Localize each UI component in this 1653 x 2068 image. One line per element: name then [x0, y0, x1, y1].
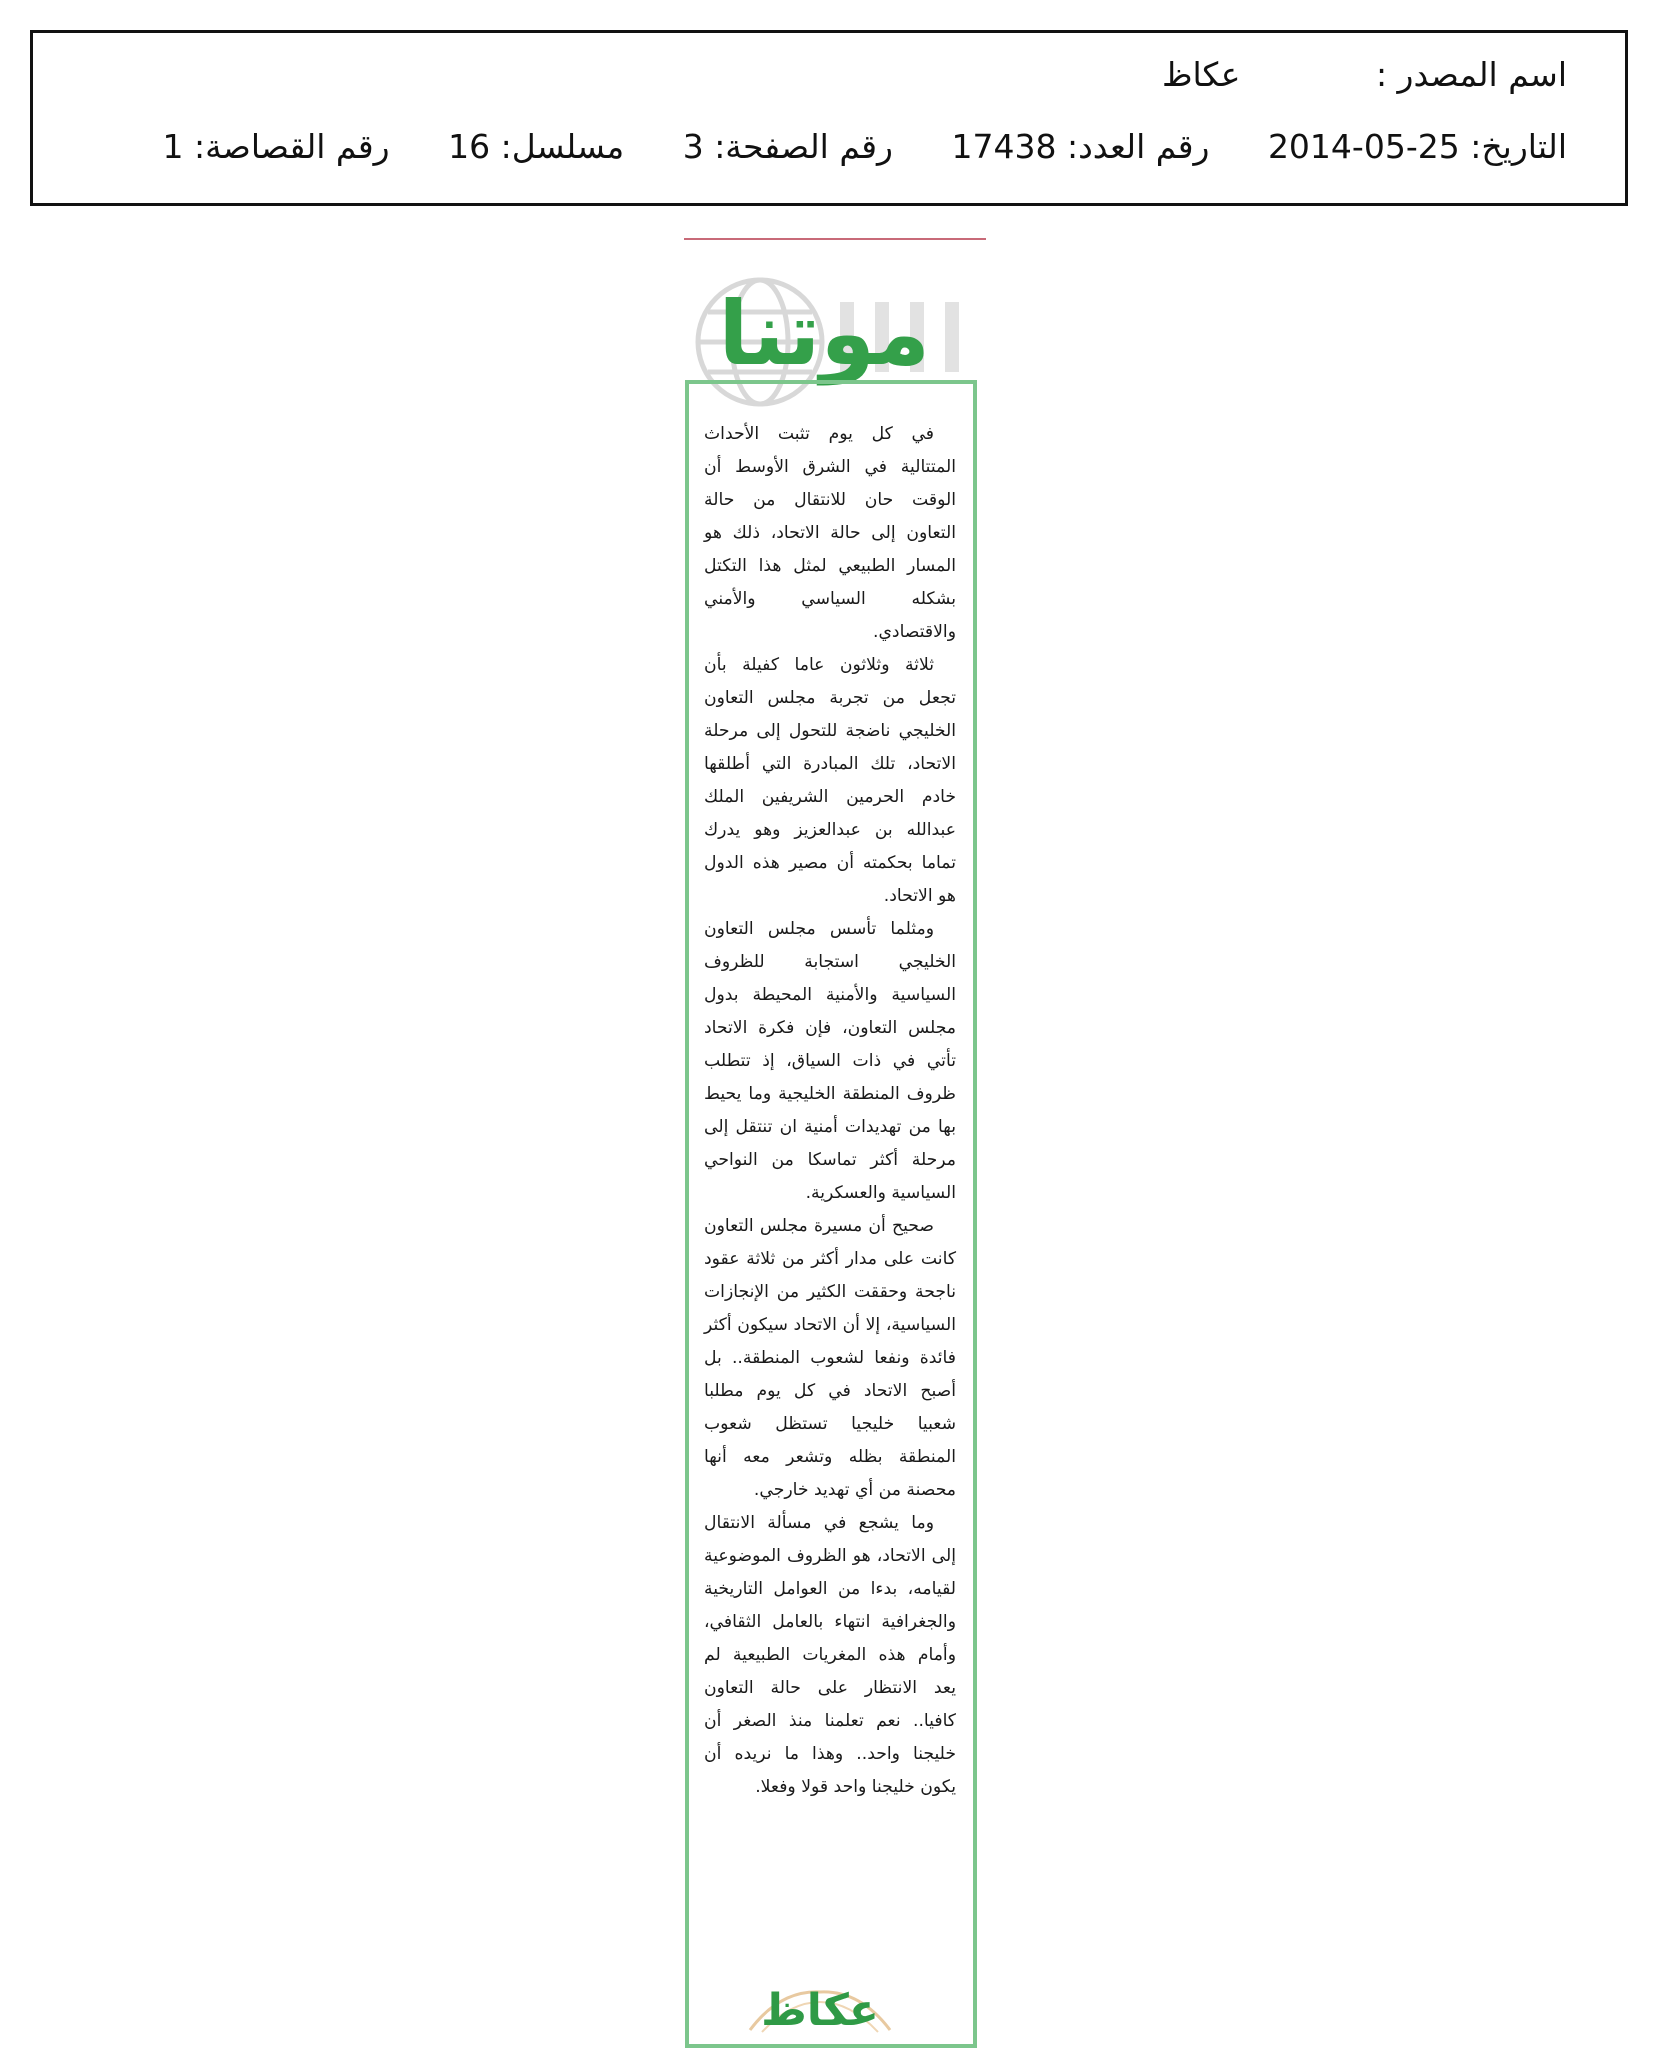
- clip-value: 1: [162, 127, 184, 166]
- clipping-metadata-box: [30, 30, 1628, 206]
- article-paragraph: في كل يوم تثبت الأحداث المتتالية في الشرق الأوسط أن الوقت حان للانتقال من حالة التعاون إلى حالة الاتحاد، ذلك هو المسار الطبيعي لمثل هذا التكتل بشكله السياسي والأمني والاقتصادي.: [704, 424, 956, 642]
- page-field: [683, 127, 893, 166]
- article-paragraph: ثلاثة وثلاثون عاما كفيلة بأن تجعل من تجربة مجلس التعاون الخليجي ناضجة للتحول إلى مرحلة الاتحاد، تلك المبادرة التي أطلقها خادم الحرمين الشريفين الملك عبدالله بن عبدالعزيز وهو يدرك تماما بحكمته أن مصير هذه الدول هو الاتحاد.: [704, 655, 956, 906]
- issue-value: 17438: [951, 127, 1057, 166]
- serial-value: 16: [448, 127, 491, 166]
- clip-label: رقم القصاصة:: [194, 127, 390, 166]
- source-row: [1162, 55, 1567, 94]
- clip-field: [163, 127, 390, 166]
- footer-logo: عكاظ: [761, 1985, 879, 2036]
- issue-label: رقم العدد:: [1066, 127, 1210, 166]
- issue-field: [952, 127, 1210, 166]
- article-paragraph: صحيح أن مسيرة مجلس التعاون كانت على مدار أكثر من ثلاثة عقود ناجحة وحققت الكثير من الإنجازات السياسية، إلا أن الاتحاد سيكون أكثر فائدة ونفعا لشعوب المنطقة.. بل أصبح الاتحاد في كل يوم مطلبا شعبيا خليجيا تستظل شعوب المنطقة بظله وتشعر معه أنها محصنة من أي تهديد خارجي.: [704, 1216, 956, 1500]
- page-label: رقم الصفحة:: [714, 127, 893, 166]
- serial-label: مسلسل:: [500, 127, 625, 166]
- column-article: [704, 418, 956, 1804]
- article-paragraph: ومثلما تأسس مجلس التعاون الخليجي استجابة للظروف السياسية والأمنية المحيطة بدول مجلس التعاون، فإن فكرة الاتحاد تأتي في ذات السياق، إذ تتطلب ظروف المنطقة الخليجية وما يحيط بها من تهديدات أمنية ان تنتقل إلى مرحلة أكثر تماسكا من النواحي السياسية والعسكرية.: [704, 919, 956, 1203]
- clipping-top-rule: [684, 238, 986, 240]
- date-label: التاريخ:: [1470, 127, 1567, 166]
- source-value: عكاظ: [1161, 55, 1241, 94]
- page-value: 3: [682, 127, 704, 166]
- details-row: [163, 127, 1568, 166]
- date-field: [1268, 127, 1567, 166]
- date-value: 2014-05-25: [1267, 127, 1460, 166]
- column-heading: موتنا: [718, 282, 930, 385]
- article-paragraph: وما يشجع في مسألة الانتقال إلى الاتحاد، هو الظروف الموضوعية لقيامه، بدءا من العوامل التاريخية والجغرافية انتهاء بالعامل الثقافي، وأمام هذه المغريات الطبيعية لم يعد الانتظار على حالة التعاون كافيا.. نعم تعلمنا منذ الصغر أن خليجنا واحد.. وهذا ما نريده أن يكون خليجنا واحد قولا وفعلا.: [704, 1513, 956, 1797]
- serial-field: [448, 127, 624, 166]
- source-label: اسم المصدر :: [1375, 55, 1567, 94]
